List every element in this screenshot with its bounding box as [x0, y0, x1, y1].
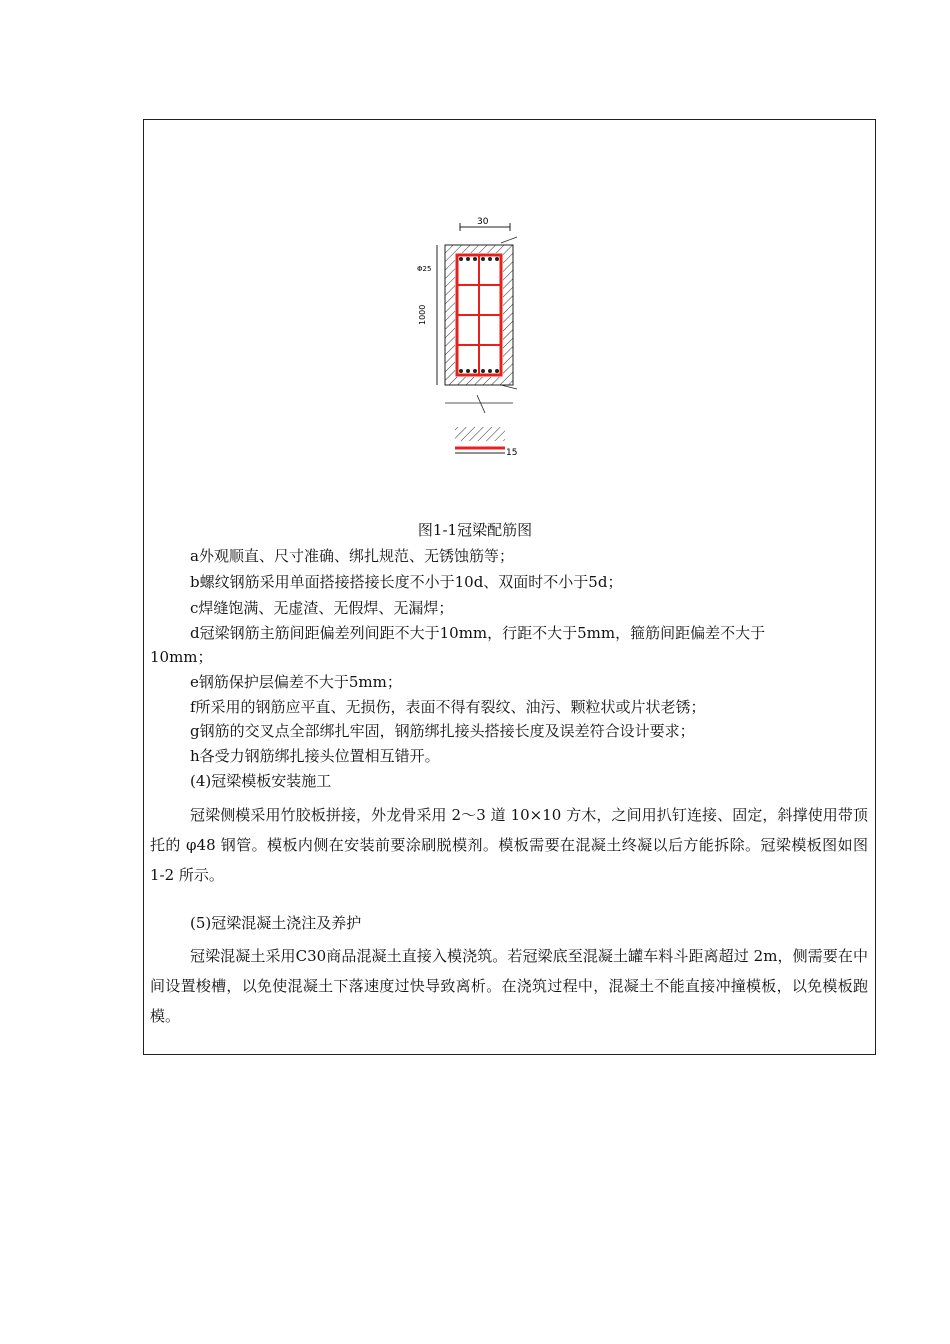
- requirement-e: e钢筋保护层偏差不大于5mm；: [190, 673, 402, 691]
- dim-side-tag: Φ25: [417, 265, 432, 273]
- requirement-c: c焊缝饱满、无虚渣、无假焊、无漏焊；: [190, 599, 454, 617]
- requirement-g: g钢筋的交叉点全部绑扎牢固，钢筋绑扎接头搭接长度及误差符合设计要求；: [190, 722, 695, 740]
- requirement-a: a外观顺直、尺寸准确、绑扎规范、无锈蚀筋等；: [190, 547, 514, 565]
- dim-height-label: 1000: [418, 304, 427, 325]
- section4-heading: (4)冠梁模板安装施工: [190, 772, 332, 790]
- dim-small-label: 15: [506, 448, 518, 458]
- section5-body: 冠梁混凝土采用C30商品混凝土直接入模浇筑。若冠梁底至混凝土罐车料斗距离超过 2m，侧需要在中间设置梭槽，以免使混凝土下落速度过快导致离析。在浇筑过程中，混凝土不能直接冲撞模板，以免模板跑模。: [150, 947, 868, 1025]
- rebar-section-figure: [415, 215, 520, 460]
- dim-top-label: 30: [477, 217, 489, 227]
- requirement-h: h各受力钢筋绑扎接头位置相互错开。: [190, 747, 440, 765]
- requirement-b: b螺纹钢筋采用单面搭接搭接长度不小于10d、双面时不小于5d；: [190, 573, 623, 591]
- requirement-f: f所采用的钢筋应平直、无损伤，表面不得有裂纹、油污、颗粒状或片状老锈；: [190, 698, 706, 716]
- requirement-d-cont: 10mm；: [150, 648, 213, 666]
- figure-caption: 图1-1冠梁配筋图: [417, 521, 533, 539]
- section5-heading: (5)冠梁混凝土浇注及养护: [190, 914, 362, 932]
- requirement-d: d冠梁钢筋主筋间距偏差列间距不大于10mm，行距不大于5mm，箍筋间距偏差不大于: [190, 624, 766, 642]
- section4-body: 冠梁侧模采用竹胶板拼接，外龙骨采用 2～3 道 10×10 方木，之间用扒钉连接、固定，斜撑使用带顶托的 φ48 钢管。模板内侧在安装前要涂刷脱模剂。模板需要在混凝土终凝以后方能拆除。冠梁模板图如图 1-2 所示。: [150, 806, 868, 884]
